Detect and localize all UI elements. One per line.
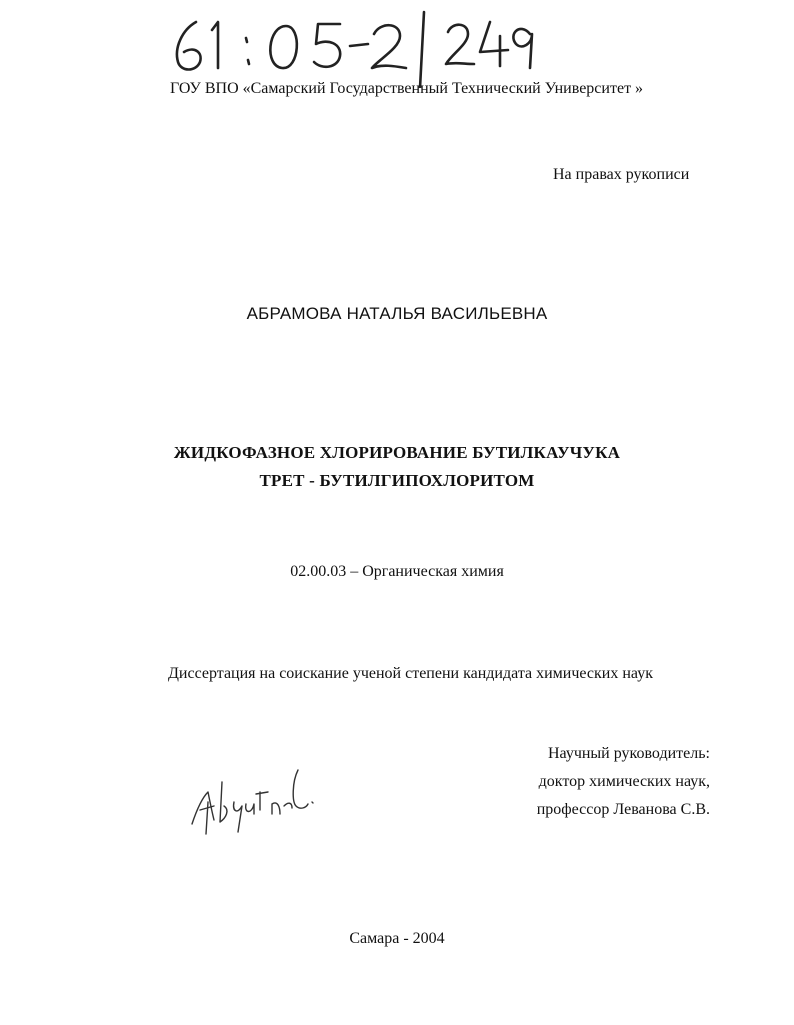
specialty-code: 02.00.03 – Органическая химия: [290, 563, 504, 580]
author-signature: [188, 752, 318, 842]
handwritten-archive-code: [168, 8, 548, 88]
institution-name: ГОУ ВПО «Самарский Государственный Технический Университет »: [170, 80, 644, 97]
advisor-role: Научный руководитель:: [547, 745, 710, 762]
author-name: АБРАМОВА НАТАЛЬЯ ВАСИЛЬЕВНА: [246, 304, 548, 323]
dissertation-title-line-1: ЖИДКОФАЗНОЕ ХЛОРИРОВАНИЕ БУТИЛКАУЧУКА: [173, 443, 621, 462]
advisor-name: профессор Леванова С.В.: [536, 801, 710, 818]
dissertation-title-line-2: ТРЕТ - БУТИЛГИПОХЛОРИТОМ: [259, 471, 535, 490]
city-and-year: Самара - 2004: [349, 930, 445, 947]
manuscript-rights-note: На правах рукописи: [553, 166, 690, 183]
dissertation-degree-note: Диссертация на соискание ученой степени кандидата химических наук: [168, 665, 653, 682]
advisor-degree: доктор химических наук,: [538, 773, 710, 790]
